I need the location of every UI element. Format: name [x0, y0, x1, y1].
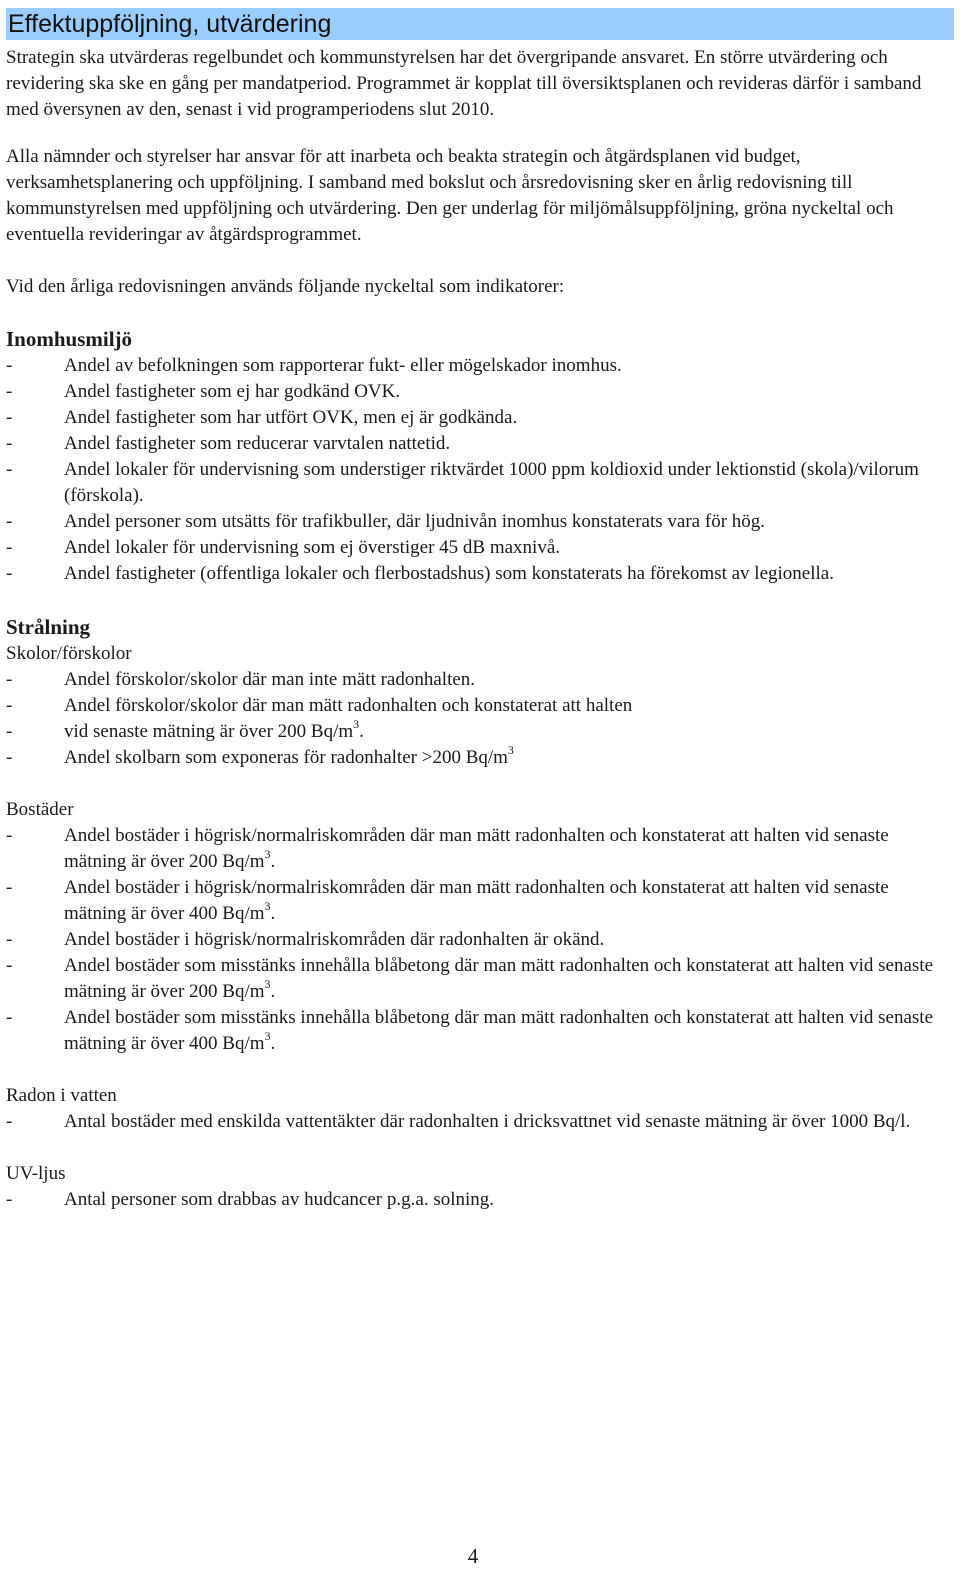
list-item — [6, 1187, 942, 1213]
list-item-text: Andel bostäder som misstänks innehålla blåbetong där man mätt radonhalten och konstaterat att halten vid senaste mätning är över 400 Bq/m — [64, 1007, 934, 1054]
list-item — [6, 561, 942, 587]
list-item — [6, 742, 942, 771]
superscript-3: 3 — [264, 846, 271, 861]
list-dash: - — [6, 433, 13, 454]
list-item — [6, 509, 942, 535]
list-item — [6, 457, 942, 509]
list-dash: - — [6, 825, 13, 846]
page-number: 4 — [467, 1544, 479, 1568]
list-item-text: Andel bostäder som misstänks innehålla blåbetong där man mätt radonhalten och konstaterat att halten vid senaste mätning är över 200 Bq/m — [64, 955, 934, 1002]
list-item — [6, 1109, 942, 1135]
list-item — [6, 667, 942, 693]
list-dash: - — [6, 563, 13, 584]
list-item — [6, 875, 942, 927]
list-item — [6, 535, 942, 561]
list-item-text: Andel fastigheter som ej har godkänd OVK. — [64, 381, 401, 402]
list-item-text: Andel bostäder i högrisk/normalriskområden där man mätt radonhalten och konstaterat att halten vid senaste mätning är över 200 Bq/m — [64, 825, 889, 872]
list-dash: - — [6, 537, 13, 558]
paragraph-evaluation: Strategin ska utvärderas regelbundet och kommunstyrelsen har det övergripande ansvaret. En större utvärdering och revidering ska ske en gång per mandatperiod. Programmet är kopplat till översiktsplanen och revideras därför i samband med översynen av den, senast i vid programperiodens slut 2010. — [6, 47, 922, 120]
list-item-text: Antal bostäder med enskilda vattentäkter där radonhalten i dricksvattnet vid senaste mätning är över 1000 Bq/l. — [64, 1111, 911, 1132]
list-item — [6, 405, 942, 431]
heading-stralning: Strålning — [6, 615, 91, 639]
list-item — [6, 379, 942, 405]
list-item-text: Antal personer som drabbas av hudcancer p.g.a. solning. — [64, 1189, 495, 1210]
list-dash: - — [6, 459, 13, 480]
subheading-bostader: Bostäder — [6, 799, 74, 820]
list-uv-ljus — [6, 1187, 954, 1213]
list-dash: - — [6, 511, 13, 532]
list-dash: - — [6, 721, 13, 742]
document-page — [6, 8, 954, 1213]
superscript-3: 3 — [353, 716, 360, 731]
list-item-text: Andel skolbarn som exponeras för radonhalter >200 Bq/m — [64, 747, 508, 768]
subheading-uv-ljus: UV-ljus — [6, 1163, 66, 1184]
list-item — [6, 1005, 942, 1057]
list-item-text: Andel fastigheter som reducerar varvtalen nattetid. — [64, 433, 451, 454]
list-item-text: vid senaste mätning är över 200 Bq/m — [64, 721, 354, 742]
list-item-text: Andel lokaler för undervisning som understiger riktvärdet 1000 ppm koldioxid under lektionstid (skola)/vilorum (förskola). — [64, 459, 919, 506]
list-dash: - — [6, 1007, 13, 1028]
list-skolor — [6, 667, 954, 771]
list-radon-vatten — [6, 1109, 954, 1135]
list-dash: - — [6, 669, 13, 690]
list-item — [6, 823, 942, 875]
list-item-text: Andel bostäder i högrisk/normalriskområden där radonhalten är okänd. — [64, 929, 605, 950]
list-item — [6, 431, 942, 457]
list-dash: - — [6, 955, 13, 976]
paragraph-indicators-intro: Vid den årliga redovisningen används följande nyckeltal som indikatorer: — [6, 276, 565, 297]
list-item-text: Andel lokaler för undervisning som ej överstiger 45 dB maxnivå. — [64, 537, 561, 558]
list-item — [6, 927, 942, 953]
superscript-3: 3 — [507, 742, 514, 757]
list-item-text: Andel bostäder i högrisk/normalriskområden där man mätt radonhalten och konstaterat att halten vid senaste mätning är över 400 Bq/m — [64, 877, 889, 924]
list-item-text-end: . — [270, 981, 276, 1002]
list-dash: - — [6, 695, 13, 716]
superscript-3: 3 — [264, 1028, 271, 1043]
list-dash: - — [6, 747, 13, 768]
list-dash: - — [6, 877, 13, 898]
subheading-skolor: Skolor/förskolor — [6, 643, 132, 664]
heading-inomhusmiljo: Inomhusmiljö — [6, 327, 133, 351]
subheading-radon-vatten: Radon i vatten — [6, 1085, 117, 1106]
list-item — [6, 716, 942, 745]
superscript-3: 3 — [264, 976, 271, 991]
list-dash: - — [6, 1111, 13, 1132]
list-item — [6, 353, 942, 379]
list-item-text-end: . — [270, 851, 276, 872]
list-dash: - — [6, 929, 13, 950]
list-item-text-end: . — [270, 1033, 276, 1054]
list-dash: - — [6, 355, 13, 376]
list-item-text: Andel förskolor/skolor där man inte mätt radonhalten. — [64, 669, 476, 690]
list-item — [6, 953, 942, 1005]
list-item-text-end: . — [270, 903, 276, 924]
list-item-text: Andel fastigheter som har utfört OVK, men ej är godkända. — [64, 407, 518, 428]
list-item-text: Andel personer som utsätts för trafikbuller, där ljudnivån inomhus konstaterats vara för hög. — [64, 511, 766, 532]
list-item-text: Andel förskolor/skolor där man mätt radonhalten och konstaterat att halten — [64, 695, 633, 716]
list-inomhusmiljo — [6, 353, 954, 587]
superscript-3: 3 — [264, 898, 271, 913]
list-dash: - — [6, 1189, 13, 1210]
section-title: Effektuppföljning, utvärdering — [6, 8, 954, 40]
list-item-text: Andel av befolkningen som rapporterar fukt- eller mögelskador inomhus. — [64, 355, 622, 376]
list-item-text-end: . — [359, 721, 364, 742]
list-dash: - — [6, 381, 13, 402]
paragraph-responsibility: Alla nämnder och styrelser har ansvar för att inarbeta och beakta strategin och åtgärdsplanen vid budget, verksamhetsplanering och uppföljning. I samband med bokslut och årsredovisning sker en årlig redovisning till kommunstyrelsen med uppföljning och utvärdering. Den ger underlag för miljömålsuppföljning, gröna nyckeltal och eventuella revideringar av åtgärdsprogrammet. — [6, 146, 894, 245]
list-dash: - — [6, 407, 13, 428]
list-item-text: Andel fastigheter (offentliga lokaler och flerbostadshus) som konstaterats ha förekomst av legionella. — [64, 563, 834, 584]
list-item — [6, 693, 942, 719]
list-bostader — [6, 823, 954, 1057]
